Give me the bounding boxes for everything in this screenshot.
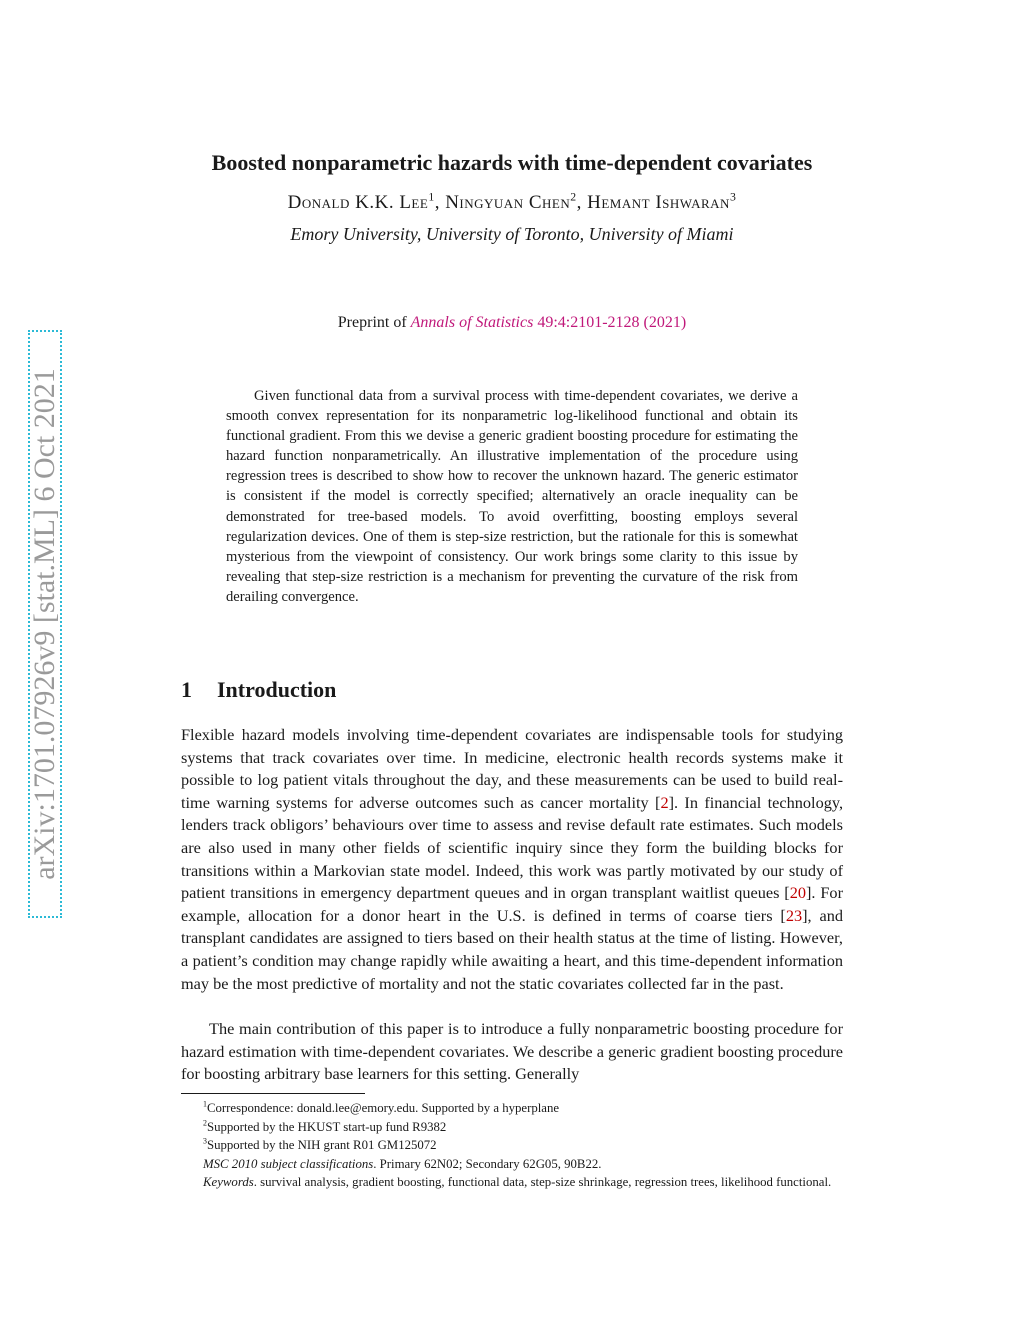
paragraph-text: ], and transplant candidates are assigned to tiers based on their health status at the time of listing. However, a patient’s condition may change rapidly while awaiting a heart, and this time-dependent information may be the most predictive of mortality and not the static covariates collected far in the past. [181, 905, 844, 993]
affiliations: Emory University, University of Toronto, University of Miami [290, 224, 734, 244]
author-name: Ningyuan Chen [445, 192, 571, 213]
journal-citation-link[interactable]: 49:4:2101-2128 (2021) [533, 314, 687, 331]
author-affil-mark: 1 [428, 190, 435, 204]
author-separator: , [434, 192, 446, 213]
arxiv-watermark [10, 330, 70, 920]
keywords-label: Keywords [203, 1175, 254, 1190]
footnote-text: Supported by the NIH grant R01 GM125072 [206, 1138, 437, 1153]
author-name: Hemant Ishwaran [587, 192, 730, 213]
watermark-text: arXiv:1701.07926v9 [stat.ML] 6 Oct 2021 [28, 368, 61, 880]
footnote-text: Supported by the HKUST start-up fund R9382 [206, 1119, 447, 1134]
author-separator: , [576, 192, 588, 213]
preprint-line [0, 314, 1024, 332]
footnote-1 [181, 1099, 843, 1118]
paper-title: Boosted nonparametric hazards with time-dependent covariates [211, 150, 813, 175]
citation-link[interactable]: 23 [785, 905, 803, 925]
footnote-2 [181, 1118, 843, 1137]
citation-link[interactable]: 2 [660, 792, 669, 812]
footnote-text: Correspondence: donald.lee@emory.edu. Supported by a hyperplane [206, 1101, 560, 1115]
abstract: Given functional data from a survival process with time-dependent covariates, we derive a smooth convex representation for its nonparametric log-likelihood functional and obtain its functional gradient. From this we devise a generic gradient boosting procedure for estimating the hazard function nonparametrically. An illustrative implementation of the procedure using regression trees is described to show how to recover the unknown hazard. The generic estimator is consistent if the model is correctly specified; alternatively an oracle inequality can be demonstrated for tree-based models. To avoid overfitting, boosting employs several regularization devices. One of them is step-size restriction, but the rationale for this is somewhat mysterious from the viewpoint of consistency. Our work brings some clarity to this issue by revealing that step-size restriction is a mechanism for preventing the curvature of the risk from derailing convergence. [226, 388, 798, 605]
msc-text: . Primary 62N02; Secondary 62G05, 90B22. [373, 1156, 602, 1171]
paragraph-text: ]. In financial technology, lenders track obligors’ behaviours over time to assess and revise default rate estimates. Such models are also used in many other fields of scientific inquiry since they form the building blocks for transitions within a Markovian state model. Indeed, this work was partly motivated by our study of patient transitions in emergency department queues and in organ transplant waitlist queues [ [181, 792, 844, 903]
author-name: Donald K.K. Lee [287, 192, 429, 213]
intro-paragraph-1 [181, 724, 843, 995]
footnotes [181, 1099, 843, 1192]
preprint-prefix: Preprint of [337, 314, 411, 331]
journal-link[interactable]: Annals of Statistics [410, 314, 534, 331]
keywords-text: . survival analysis, gradient boosting, functional data, step-size shrinkage, regression trees, likelihood functional. [253, 1175, 832, 1190]
section-number: 1 [181, 677, 192, 702]
author-affil-mark: 2 [570, 190, 577, 204]
intro-paragraph-2: The main contribution of this paper is to introduce a fully nonparametric boosting procedure for hazard estimation with time-dependent covariates. We describe a generic gradient boosting procedure for boosting arbitrary base learners for this setting. Generally [181, 1019, 843, 1084]
footnote-mark: 2 [203, 1118, 207, 1128]
paragraph-text: Flexible hazard models involving time-dependent covariates are indispensable tools for studying systems that track covariates over time. In medicine, electronic health records systems make it possible to log patient vitals throughout the day, and these measurements can be used to build real-time warning systems for adverse outcomes such as cancer mortality [ [181, 725, 843, 812]
section-heading [181, 677, 336, 703]
footnote-mark: 1 [203, 1099, 207, 1109]
author-list [0, 192, 1024, 214]
paragraph-text: ]. For example, allocation for a donor heart in the U.S. is defined in terms of coarse tiers [ [181, 883, 843, 925]
section-title: Introduction [217, 677, 337, 702]
msc-classification [181, 1155, 843, 1174]
footnote-mark: 3 [203, 1136, 207, 1146]
footnote-3 [181, 1136, 843, 1155]
citation-link[interactable]: 20 [789, 883, 806, 903]
msc-label: MSC 2010 subject classifications [203, 1156, 374, 1171]
author-affil-mark: 3 [729, 190, 737, 204]
footnote-rule [181, 1093, 365, 1094]
keywords [181, 1173, 843, 1192]
